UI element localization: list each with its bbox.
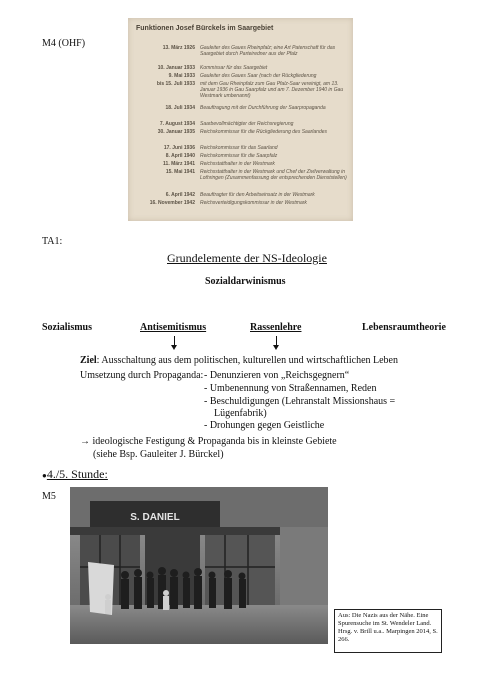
- arrow-right-icon: →: [80, 436, 90, 447]
- m4-entry-date: 8. April 1940: [165, 153, 195, 159]
- propaganda-item: - Umbenennung von Straßennamen, Reden: [204, 383, 377, 394]
- m4-entry: [128, 81, 353, 99]
- m4-entry-text: Gauleiter des Gaues Saar (nach der Rückgliederung: [200, 73, 317, 79]
- shop-sign: S. DANIEL: [130, 512, 180, 523]
- storefront-photo: [70, 487, 328, 644]
- m4-entry-text: Reichskommissar für das Saarland: [200, 145, 278, 151]
- m4-entry-date: 18. Juli 1934: [165, 105, 195, 111]
- propaganda-item: - Beschuldigungen (Lehranstalt Missionshaus =: [204, 396, 396, 407]
- arrow-down-icon: [174, 336, 175, 346]
- m4-entry-text: Beauftragter für den Arbeitseinsatz in der Westmark: [200, 192, 315, 198]
- m4-label: M4 (OHF): [42, 38, 86, 49]
- m4-entry-date: 30. Januar 1935: [157, 129, 195, 135]
- m4-entry-date: 17. Juni 1936: [163, 145, 195, 151]
- lesson-heading: [42, 467, 108, 482]
- m4-entry: [128, 105, 353, 114]
- ta1-heading: Grundelemente der NS-Ideologie: [167, 251, 327, 265]
- ziel-line: [80, 355, 398, 366]
- m4-entry-text: Reichskommissar für die Rückgliederung des Saarlandes: [200, 129, 328, 135]
- ta1-subheading: Sozialdarwinismus: [205, 276, 286, 287]
- m4-entry: [128, 45, 353, 57]
- ziel-label: Ziel: [80, 355, 97, 366]
- concept-lebensraumtheorie: Lebensraumtheorie: [362, 322, 446, 333]
- concept-antisemitismus: Antisemitismus: [140, 322, 207, 333]
- m4-entry-date: 11. März 1941: [163, 161, 195, 167]
- m4-title: Funktionen Josef Bürckels im Saargebiet: [136, 25, 274, 32]
- m4-entry: [128, 129, 353, 138]
- m4-entry-date: 7. August 1934: [159, 121, 195, 127]
- propaganda-item: - Denunzieren von „Reichsgegnern“: [204, 370, 350, 381]
- m4-entry-date: 6. April 1942: [165, 192, 195, 198]
- m4-entry-text: Reichskommissar für die Saarpfalz: [200, 153, 278, 159]
- m4-entry-date: 10. Januar 1933: [157, 65, 195, 71]
- m4-entry: [128, 169, 353, 181]
- photo-caption: Aus: Die Nazis aus der Nähe. Eine Spurensuche im St. Wendeler Land. Hrsg. v. Brill u.a.. Marpingen 2014, S. 266.: [334, 609, 442, 653]
- m4-entry-date: bis 15. Juli 1933: [156, 81, 195, 87]
- conclusion-line-1: [80, 436, 337, 447]
- m4-entry-date: 9. Mai 1933: [168, 73, 195, 79]
- ziel-text: : Ausschaltung aus dem politischen, kulturellen und wirtschaftlichen Leben: [96, 355, 398, 366]
- m4-entry-date: 15. Mai 1941: [165, 169, 195, 175]
- propaganda-intro: Umsetzung durch Propaganda:: [80, 370, 204, 381]
- concept-sozialismus: Sozialismus: [42, 322, 93, 333]
- m4-entry-text: Saarbevollmächtigter der Reichsregierung: [200, 121, 294, 127]
- m4-entry-text: Kommissar für das Saargebiet: [200, 65, 268, 71]
- ta1-label: TA1:: [42, 236, 63, 247]
- m4-entry-text: Reichsstatthalter in der Westmark und Chef der Zivilverwaltung in Lothringen (Zusammenfassung der entsprechenden Dienststellen): [200, 169, 347, 181]
- concept-rassenlehre: Rassenlehre: [250, 322, 302, 333]
- m4-entry: [128, 200, 353, 209]
- m5-label: M5: [42, 491, 56, 502]
- historical-photo: [70, 487, 328, 644]
- m4-entry-text: mit dem Gau Rheinpfalz zum Gau Pfalz-Saar vereinigt, am 13. Januar 1936 in Gau Saarpfalz und am 7. Dezember 1940 in Gau Westmark umbenannt): [200, 81, 344, 99]
- propaganda-item: - Drohungen gegen Geistliche: [204, 420, 325, 431]
- propaganda-item: Lügenfabrik): [214, 408, 267, 419]
- m4-entry-date: 16. November 1942: [149, 200, 195, 206]
- arrow-down-icon: [276, 336, 277, 346]
- m4-entry-text: Reichsstatthalter in der Westmark: [200, 161, 275, 167]
- m4-scanned-table: [128, 18, 353, 221]
- conclusion-line-2: (siehe Bsp. Gauleiter J. Bürckel): [93, 449, 224, 460]
- m4-entry-text: Beauftragung mit der Durchführung der Saarpropaganda: [200, 105, 326, 111]
- lesson-label: 4./5. Stunde:: [46, 467, 108, 481]
- m4-entry-text: Gauleiter des Gaues Rheinpfalz; eine Art Patenschaft für das Saargebiet durch Parteiredner aus der Pfalz: [200, 45, 336, 57]
- m4-entry-text: Reichsverteidigungskommissar in der Westmark: [200, 200, 307, 206]
- m4-entry-date: 13. März 1926: [162, 45, 195, 51]
- bullet-icon: ●: [42, 470, 47, 480]
- conclusion-text: ideologische Festigung & Propaganda bis in kleinste Gebiete: [92, 436, 337, 447]
